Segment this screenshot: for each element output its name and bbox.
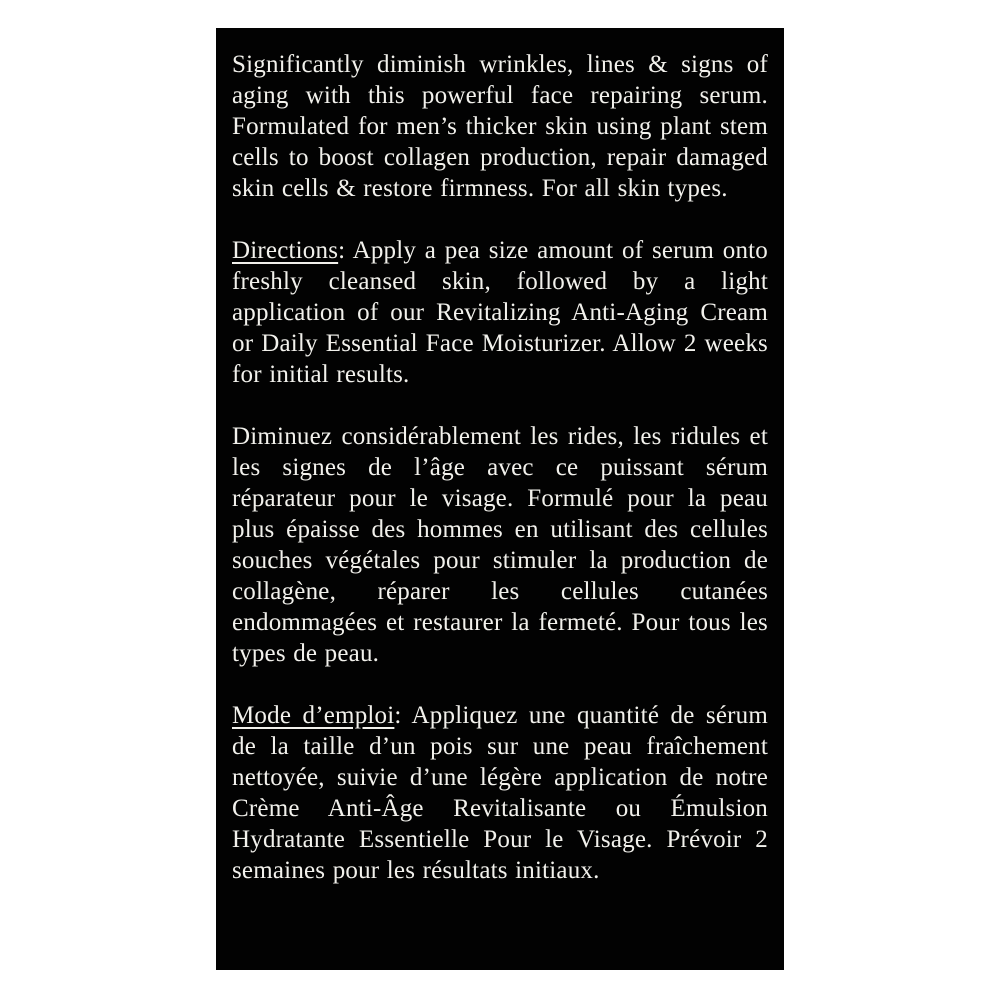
directions-paragraph <box>232 235 768 390</box>
product-label-panel <box>216 28 784 970</box>
mode-demploi-heading: Mode d’emploi <box>232 702 395 729</box>
mode-demploi-paragraph <box>232 700 768 886</box>
mode-demploi-body: : Appliquez une quantité de sérum de la taille d’un pois sur une peau fraîchement nettoyée, suivie d’une légère application de notre Crème Anti-Âge Revitalisante ou Émulsion Hydratante Essentielle Pour le Visage. Prévoir 2 semaines pour les résultats initiaux. <box>232 702 769 884</box>
directions-heading: Directions <box>232 237 339 264</box>
directions-body: : Apply a pea size amount of serum onto freshly cleansed skin, followed by a light application of our Revitalizing Anti-Aging Cream or Daily Essential Face Moisturizer. Allow 2 weeks for initial results. <box>232 237 768 388</box>
french-description: Diminuez considérablement les rides, les ridules et les signes de l’âge avec ce puissant sérum réparateur pour le visage. Formulé pour la peau plus épaisse des hommes en utilisant des cellules souches végétales pour stimuler la production de collagène, réparer les cellules cutanées endommagées et restaurer la fermeté. Pour tous les types de peau. <box>232 423 768 667</box>
english-description: Significantly diminish wrinkles, lines & signs of aging with this powerful face repairing serum. Formulated for men’s thicker skin using plant stem cells to boost collagen production, repair damaged skin cells & restore firmness. For all skin types. <box>232 51 768 202</box>
